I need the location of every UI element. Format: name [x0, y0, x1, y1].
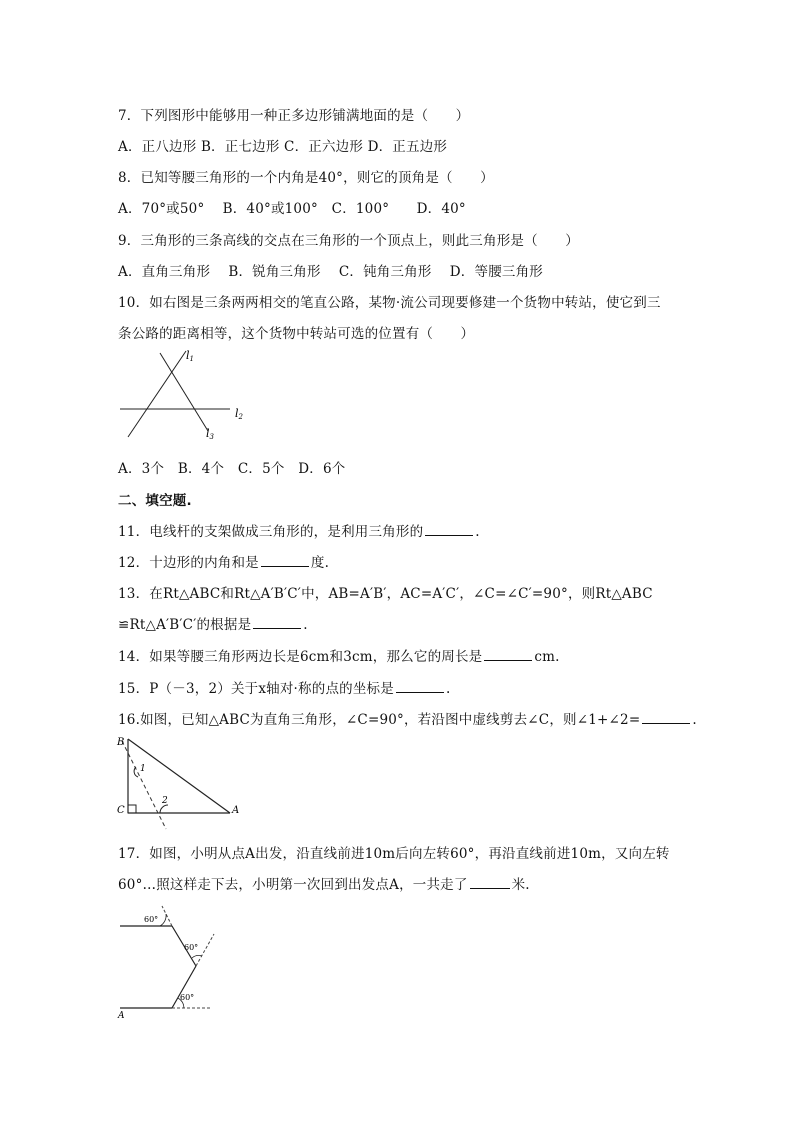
label-C: C [117, 805, 125, 816]
q15 [118, 677, 450, 697]
q10-roads-figure [118, 345, 258, 445]
q14-answer-blank[interactable] [484, 648, 532, 661]
q16-triangle-figure [114, 733, 254, 833]
q13-end: . [303, 617, 308, 633]
angle-arc-2 [192, 955, 202, 958]
q7-stem: 7．下列图形中能够用一种正多边形铺满地面的是（ ） [118, 108, 470, 124]
q12-answer-blank[interactable] [261, 554, 309, 567]
road-l1 [128, 351, 186, 437]
q11-text: 11．电线杆的支架做成三角形的，是利用三角形的 [118, 524, 424, 540]
q13-line2 [118, 613, 308, 633]
label-angle-1: 1 [140, 764, 146, 774]
label-angle-top: 60° [144, 915, 159, 924]
label-angle-2: 2 [162, 796, 168, 806]
q9-options: A．直角三角形 B．锐角三角形 C．钝角三角形 D．等腰三角形 [118, 264, 543, 280]
q16-end: . [692, 712, 697, 728]
q8-stem: 8．已知等腰三角形的一个内角是40°，则它的顶角是（ ） [118, 170, 494, 186]
q17-end: 米. [511, 877, 530, 893]
road-l3 [160, 353, 208, 431]
q11-end: . [475, 524, 480, 540]
q10-options: A．3个 B．4个 C．5个 D．6个 [118, 461, 346, 477]
cut-dashed-line [122, 741, 166, 829]
side-BA [128, 739, 230, 813]
q14-end: cm. [534, 649, 560, 665]
q16-text: 16.如图，已知△ABC为直角三角形，∠C=90°，若沿图中虚线剪去∠C，则∠1+∠2= [118, 712, 641, 728]
q13-text: ≌Rt△A′B′C′的根据是 [118, 617, 252, 633]
q13-answer-blank[interactable] [253, 616, 301, 629]
angle-arc-3 [160, 914, 166, 926]
q17-line1: 17．如图，小明从点A出发，沿直线前进10m后向左转60°，再沿直线前进10m，又向左转 [118, 846, 670, 862]
q10-stem-line2: 条公路的距离相等，这个货物中转站可选的位置有（ ） [118, 326, 475, 342]
right-angle-mark [128, 805, 136, 813]
label-l3: l3 [206, 427, 214, 441]
label-start-A: A [118, 1011, 125, 1020]
label-angle-mid: 60° [184, 943, 199, 952]
q11-answer-blank[interactable] [425, 523, 473, 536]
label-angle-bottom: 60° [180, 993, 195, 1002]
q16 [118, 708, 697, 728]
ext-2 [196, 934, 214, 966]
label-l2: l2 [235, 407, 243, 421]
q15-answer-blank[interactable] [396, 680, 444, 693]
q13-line1: 13．在Rt△ABC和Rt△A′B′C′中，AB=A′B′，AC=A′C′，∠C=∠C′=90°，则Rt△ABC [118, 586, 653, 602]
q16-answer-blank[interactable] [642, 711, 690, 724]
label-B: B [117, 737, 125, 748]
q10-stem-line1: 10．如右图是三条两两相交的笔直公路，某物·流公司现要修建一个货物中转站，使它到三 [118, 295, 661, 311]
q15-end: . [445, 681, 451, 697]
section-title-fill-in: 二、填空题. [118, 493, 192, 509]
q12-end: 度. [310, 555, 330, 571]
q9-stem: 9．三角形的三条高线的交点在三角形的一个顶点上，则此三角形是（ ） [118, 233, 579, 249]
label-A: A [232, 805, 240, 816]
q14-text: 14．如果等腰三角形两边长是6cm和3cm，那么它的周长是 [118, 649, 483, 665]
q14 [118, 645, 560, 665]
q12-text: 12．十边形的内角和是 [118, 555, 259, 571]
label-l1: l1 [186, 349, 194, 363]
q8-options: A．70°或50° B．40°或100° C．100° D．40° [118, 201, 466, 217]
q17-line2 [118, 873, 530, 893]
q7-options: A．正八边形 B．正七边形 C．正六边形 D．正五边形 [118, 139, 448, 155]
q17-text: 60°…照这样走下去，小明第一次回到出发点A，一共走了 [118, 877, 468, 893]
q17-answer-blank[interactable] [470, 876, 510, 889]
angle-2-arc [160, 805, 168, 813]
q17-path-figure [114, 900, 224, 1020]
q15-text: 15．P（－3，2）关于x轴对·称的点的坐标是 [118, 681, 394, 697]
q12 [118, 551, 329, 571]
q11 [118, 520, 480, 540]
